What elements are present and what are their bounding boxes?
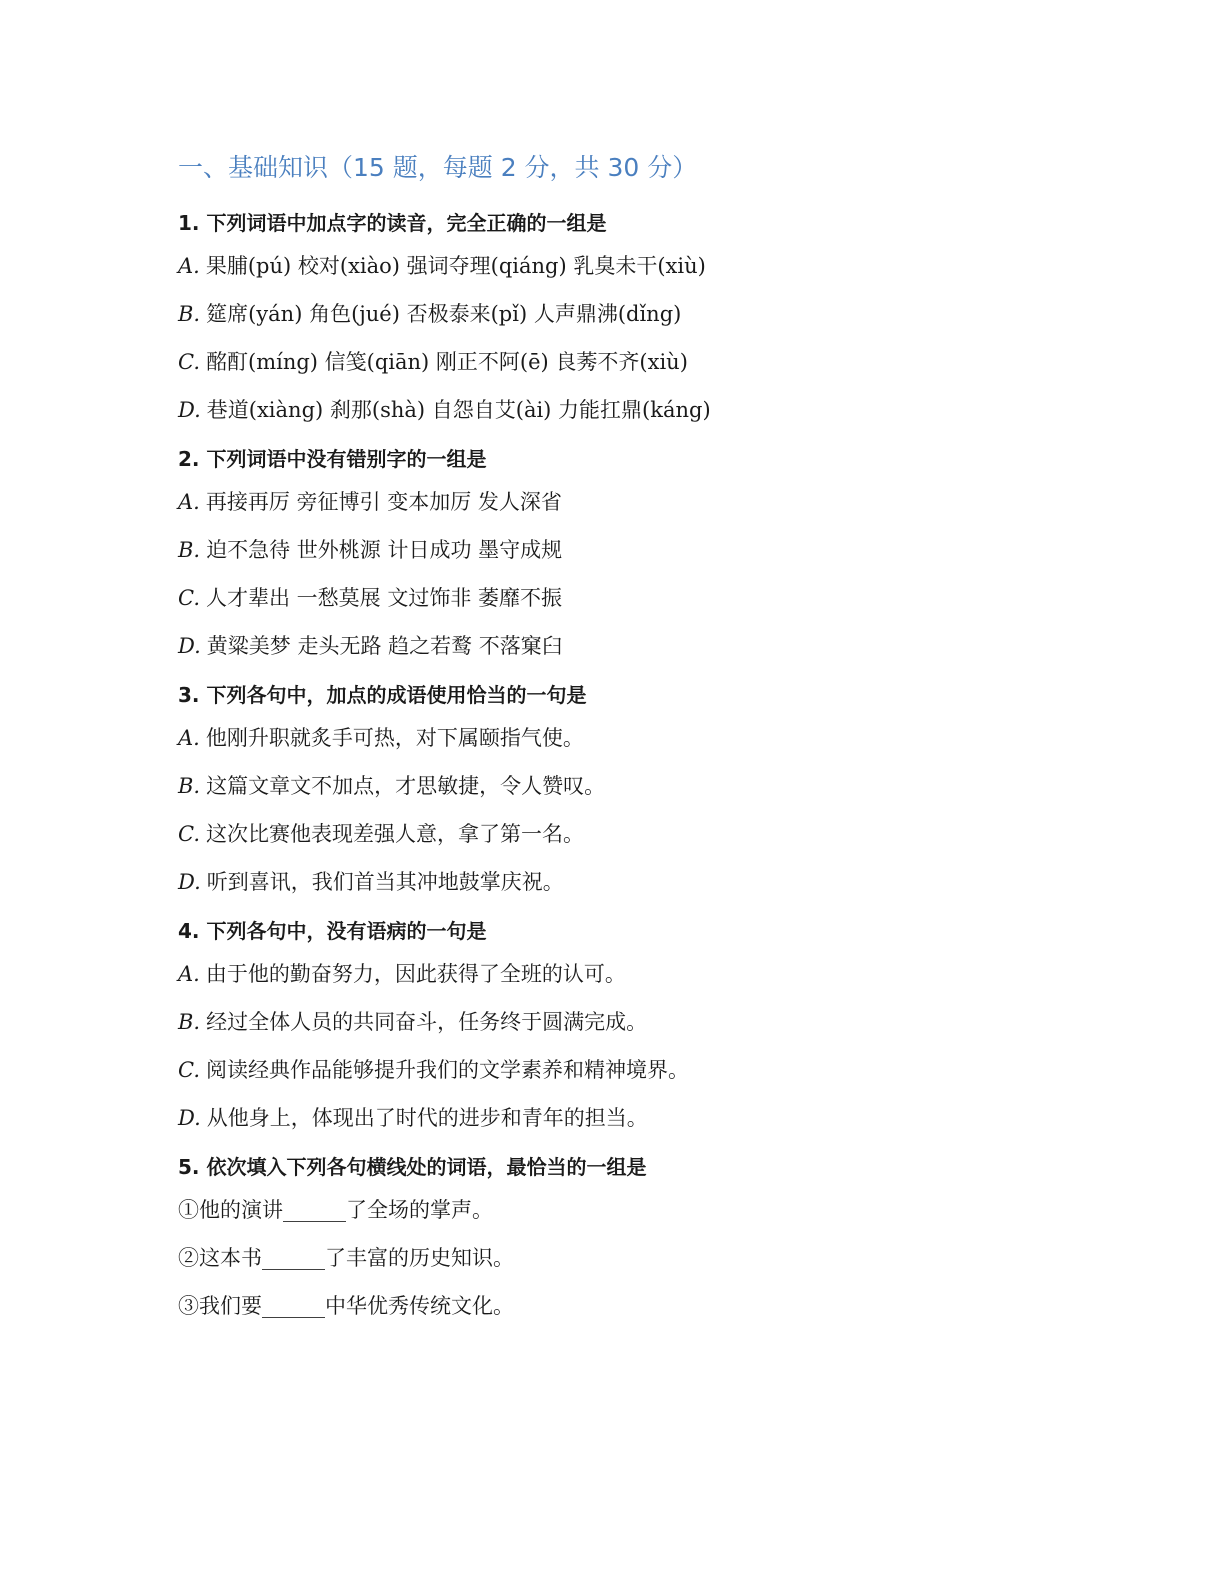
option-letter: B. — [178, 1010, 201, 1034]
question-2 — [178, 444, 1138, 661]
option-text: 果脯(pú) 校对(xiào) 强词夺理(qiáng) 乳臭未干(xiù) — [205, 254, 706, 278]
option-letter: A. — [178, 490, 200, 514]
option-b — [178, 771, 1138, 801]
option-text: 筵席(yán) 角色(jué) 否极泰来(pǐ) 人声鼎沸(dǐng) — [206, 302, 682, 326]
question-stem: 3. 下列各句中，加点的成语使用恰当的一句是 — [178, 683, 587, 707]
option-d — [178, 631, 1138, 661]
option-text: 迫不急待 世外桃源 计日成功 墨守成规 — [206, 538, 563, 562]
fill-blank-sentence-1: ①他的演讲______了全场的掌声。 — [178, 1198, 493, 1222]
option-d — [178, 1103, 1138, 1133]
option-text: 再接再厉 旁征博引 变本加厉 发人深省 — [205, 490, 562, 514]
option-letter: D. — [178, 1106, 201, 1130]
option-text: 人才辈出 一愁莫展 文过饰非 萎靡不振 — [206, 586, 563, 610]
option-letter: D. — [178, 398, 201, 422]
option-a — [178, 487, 1138, 517]
section-title: 一、基础知识（15 题，每题 2 分，共 30 分） — [178, 153, 698, 182]
option-a — [178, 251, 1138, 281]
option-letter: C. — [178, 822, 200, 846]
question-1 — [178, 208, 1138, 425]
option-letter: C. — [178, 1058, 200, 1082]
option-letter: A. — [178, 254, 200, 278]
option-letter: B. — [178, 302, 201, 326]
option-text: 他刚升职就炙手可热，对下属颐指气使。 — [205, 726, 584, 750]
question-stem: 2. 下列词语中没有错别字的一组是 — [178, 447, 487, 471]
fill-blank-sentence-3: ③我们要______中华优秀传统文化。 — [178, 1294, 514, 1318]
option-text: 巷道(xiàng) 刹那(shà) 自怨自艾(ài) 力能扛鼎(káng) — [206, 398, 711, 422]
option-c — [178, 347, 1138, 377]
question-5 — [178, 1152, 1138, 1321]
option-c — [178, 1055, 1138, 1085]
option-c — [178, 583, 1138, 613]
option-b — [178, 1007, 1138, 1037]
option-b — [178, 535, 1138, 565]
option-letter: C. — [178, 350, 200, 374]
option-b — [178, 299, 1138, 329]
option-letter: B. — [178, 774, 201, 798]
option-a — [178, 959, 1138, 989]
option-letter: B. — [178, 538, 201, 562]
question-stem: 4. 下列各句中，没有语病的一句是 — [178, 919, 487, 943]
option-c — [178, 819, 1138, 849]
option-text: 听到喜讯，我们首当其冲地鼓掌庆祝。 — [206, 870, 564, 894]
option-a — [178, 723, 1138, 753]
option-letter: D. — [178, 634, 201, 658]
option-text: 阅读经典作品能够提升我们的文学素养和精神境界。 — [206, 1058, 689, 1082]
option-text: 这篇文章文不加点，才思敏捷，令人赞叹。 — [206, 774, 606, 798]
question-stem: 5. 依次填入下列各句横线处的词语，最恰当的一组是 — [178, 1155, 647, 1179]
fill-blank-sentence-2: ②这本书______了丰富的历史知识。 — [178, 1246, 514, 1270]
option-text: 这次比赛他表现差强人意，拿了第一名。 — [206, 822, 584, 846]
option-d — [178, 867, 1138, 897]
option-letter: D. — [178, 870, 201, 894]
option-text: 由于他的勤奋努力，因此获得了全班的认可。 — [205, 962, 626, 986]
exam-page — [178, 148, 1138, 1339]
option-letter: A. — [178, 962, 200, 986]
question-stem: 1. 下列词语中加点字的读音，完全正确的一组是 — [178, 211, 607, 235]
question-3 — [178, 680, 1138, 897]
option-letter: A. — [178, 726, 200, 750]
option-text: 从他身上，体现出了时代的进步和青年的担当。 — [206, 1106, 648, 1130]
option-text: 经过全体人员的共同奋斗，任务终于圆满完成。 — [206, 1010, 648, 1034]
option-text: 黄粱美梦 走头无路 趋之若鹜 不落窠臼 — [206, 634, 563, 658]
option-d — [178, 395, 1138, 425]
option-letter: C. — [178, 586, 200, 610]
question-4 — [178, 916, 1138, 1133]
option-text: 酩酊(míng) 信笺(qiān) 刚正不阿(ē) 良莠不齐(xiù) — [206, 350, 688, 374]
